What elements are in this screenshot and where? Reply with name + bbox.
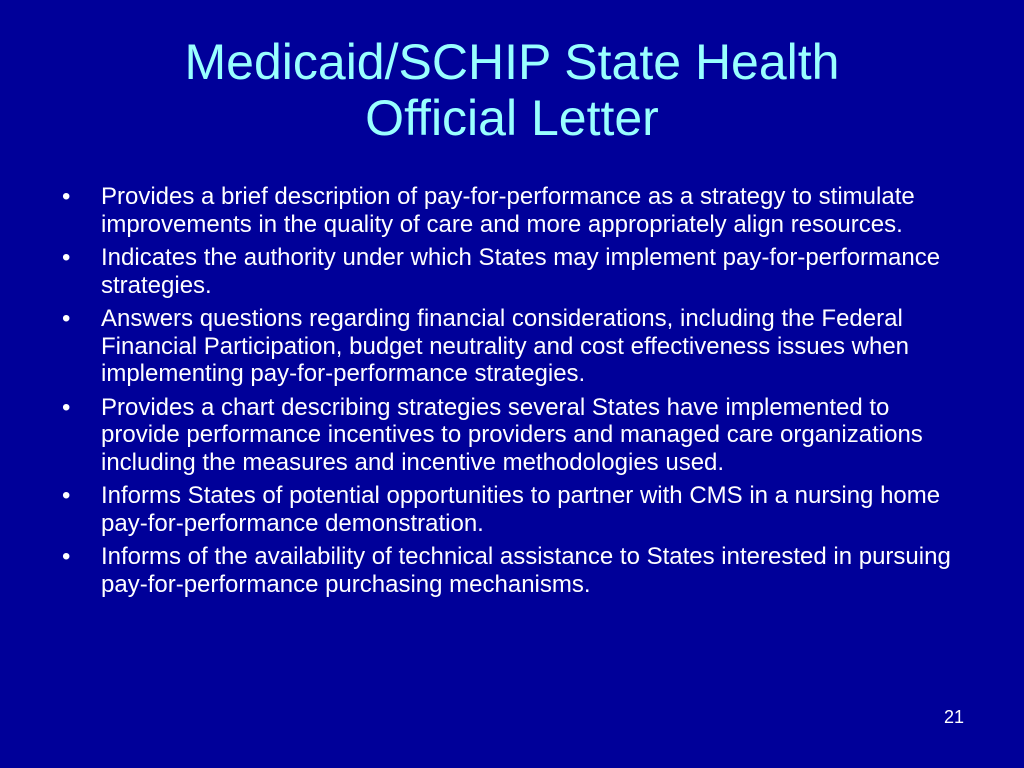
bullet-item (62, 543, 972, 598)
bullet-item (62, 183, 972, 238)
page-number: 21 (943, 707, 964, 727)
bullet-marker: • (62, 305, 71, 332)
bullet-text: Informs of the availability of technical assistance to States interested in pursuing pay-for-performance purchasing mechanisms. (101, 543, 951, 598)
slide-title (60, 34, 964, 146)
bullet-item (62, 482, 972, 537)
bullet-marker: • (62, 543, 71, 570)
slide-title-line-2: Official Letter (365, 90, 659, 146)
bullet-text: Provides a chart describing strategies several States have implemented to provide performance incentives to providers and managed care organizations including the measures and incentive methodologies used. (101, 393, 923, 476)
bullet-marker: • (62, 244, 71, 271)
bullet-marker: • (62, 393, 71, 421)
bullet-list (62, 183, 972, 604)
bullet-item (62, 394, 972, 477)
bullet-text: Indicates the authority under which States may implement pay-for-performance strategies. (101, 244, 941, 299)
bullet-marker: • (62, 183, 71, 210)
bullet-item (62, 244, 972, 299)
bullet-text: Informs States of potential opportunities to partner with CMS in a nursing home pay-for-performance demonstration. (101, 482, 941, 537)
bullet-marker: • (62, 482, 71, 509)
bullet-text: Answers questions regarding financial considerations, including the Federal Financial Participation, budget neutrality and cost effectiveness issues when implementing pay-for-performance strategies. (101, 305, 910, 387)
bullet-item (62, 305, 972, 388)
slide-title-line-1: Medicaid/SCHIP State Health (184, 34, 840, 90)
bullet-text: Provides a brief description of pay-for-performance as a strategy to stimulate improvements in the quality of care and more appropriately align resources. (101, 183, 915, 238)
